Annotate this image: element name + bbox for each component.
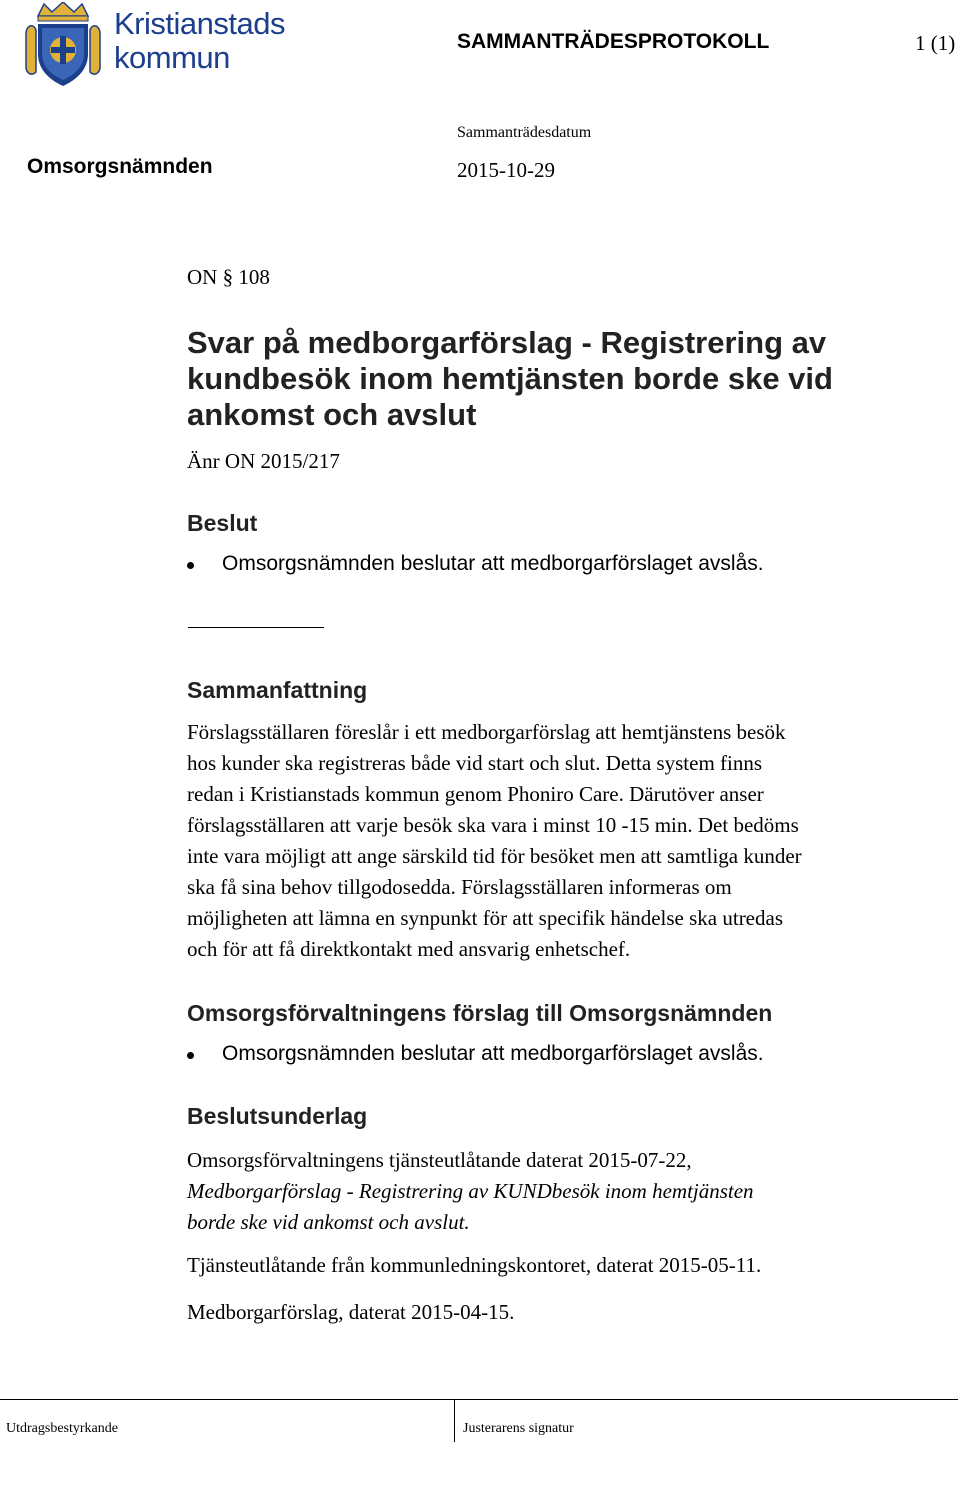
logo-text-line2: kommun (114, 40, 230, 75)
footer-attestation-label: Utdragsbestyrkande (6, 1421, 118, 1436)
basis-item-3: Medborgarförslag, daterat 2015-04-15. (187, 1300, 515, 1324)
summary-text (187, 717, 887, 965)
page-number: 1 (1) (915, 31, 956, 55)
basis-item-1-title: borde ske vid ankomst och avslut. (187, 1210, 470, 1234)
decision-bullet (187, 552, 887, 580)
case-number: Änr ON 2015/217 (187, 449, 340, 473)
footer-divider (454, 1400, 455, 1442)
meeting-date-label: Sammanträdesdatum (457, 124, 592, 141)
footer-signature-label: Justerarens signatur (463, 1421, 574, 1436)
basis-item-1 (187, 1145, 907, 1238)
summary-line: hos kunder ska registreras både vid start och slut. Detta system finns (187, 751, 763, 775)
summary-line: inte vara möjligt att ange särskild tid för besöket men att samtliga kunder (187, 844, 802, 868)
meeting-date: 2015-10-29 (457, 158, 555, 182)
committee-name: Omsorgsnämnden (27, 155, 213, 178)
bullet-icon (187, 1052, 194, 1059)
item-title (187, 325, 887, 433)
proposal-bullet (187, 1042, 887, 1070)
summary-heading: Sammanfattning (187, 677, 368, 703)
summary-line: möjligheten att lämna en synpunkt för att specifik händelse ska utredas (187, 906, 783, 930)
summary-line: redan i Kristianstads kommun genom Phoniro Care. Därutöver anser (187, 782, 764, 806)
summary-line: Förslagsställaren föreslår i ett medborgarförslag att hemtjänstens besök (187, 720, 786, 744)
decision-heading: Beslut (187, 510, 258, 536)
item-title-line: Svar på medborgarförslag - Registrering av (187, 325, 827, 360)
logo-text-line1: Kristianstads (114, 6, 285, 41)
proposal-heading: Omsorgsförvaltningens förslag till Omsorgsnämnden (187, 1000, 773, 1026)
decision-bullet-text: Omsorgsnämnden beslutar att medborgarförslaget avslås. (222, 552, 764, 575)
summary-line: förslagsställaren att varje besök ska vara i minst 10 -15 min. Det bedöms (187, 813, 799, 837)
basis-item-1-line: Omsorgsförvaltningens tjänsteutlåtande daterat 2015-07-22, (187, 1148, 692, 1172)
summary-line: och för att få direktkontakt med ansvarig enhetschef. (187, 937, 631, 961)
basis-item-2: Tjänsteutlåtande från kommunledningskontoret, daterat 2015-05-11. (187, 1253, 762, 1277)
footer-rule (0, 1399, 958, 1400)
summary-line: ska få sina behov tillgodosedda. Förslagsställaren informeras om (187, 875, 732, 899)
municipality-logo (24, 2, 314, 88)
section-divider (188, 627, 324, 628)
bullet-icon (187, 562, 194, 569)
document-type: SAMMANTRÄDESPROTOKOLL (457, 30, 770, 53)
basis-item-1-title: Medborgarförslag - Registrering av KUNDbesök inom hemtjänsten (187, 1179, 754, 1203)
item-title-line: ankomst och avslut (187, 397, 477, 432)
basis-heading: Beslutsunderlag (187, 1103, 368, 1129)
item-title-line: kundbesök inom hemtjänsten borde ske vid (187, 361, 833, 396)
item-number: ON § 108 (187, 265, 270, 289)
coat-of-arms-crest-icon (24, 2, 102, 88)
proposal-bullet-text: Omsorgsnämnden beslutar att medborgarförslaget avslås. (222, 1042, 764, 1065)
